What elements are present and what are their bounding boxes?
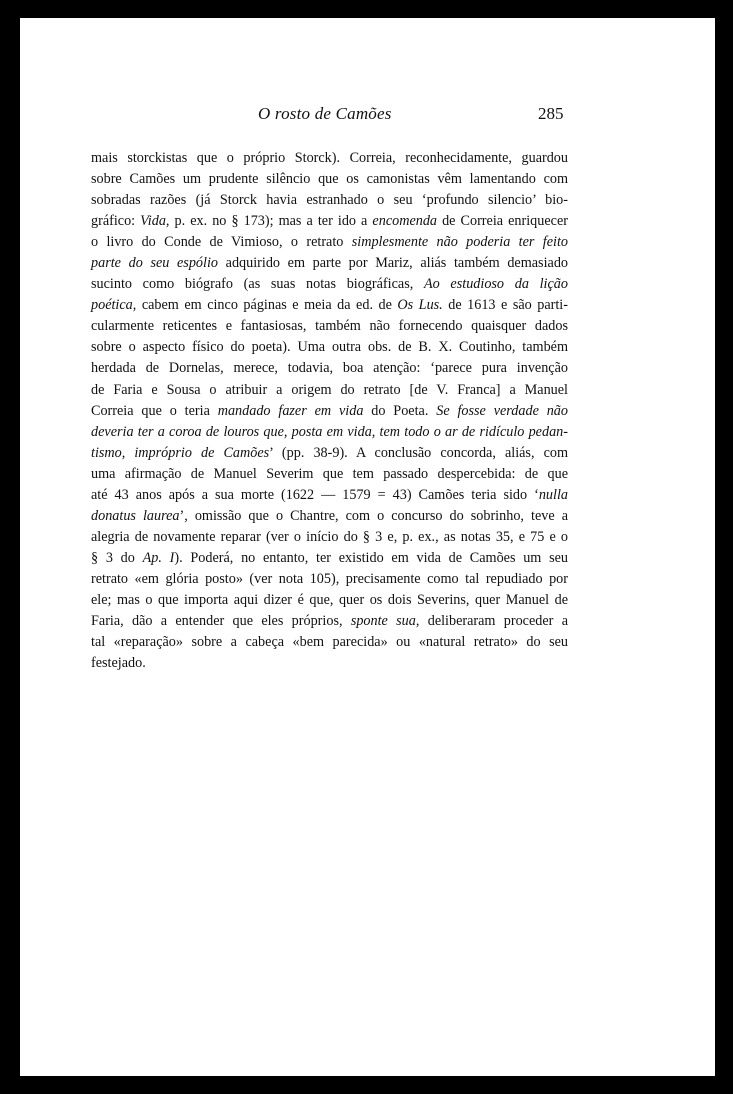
text-line [91,358,568,379]
text-run: herdada de Dornelas, merece, todavia, boa atenção: ‘parece pura invenção [91,360,568,377]
text-run: do Poeta. [363,402,437,419]
running-title: O rosto de Camões [258,104,392,123]
text-run: festejado. [91,655,146,672]
text-line [91,295,568,316]
text-line [91,253,568,274]
text-line [91,169,568,190]
text-line [91,632,568,653]
text-line [91,274,568,295]
text-run: sobre Camões um prudente silêncio que os camonistas vêm lamentando com [91,171,568,188]
text-run: de Correia enriquecer [437,213,568,230]
text-line [91,190,568,211]
text-run: alegria de novamente reparar (ver o início do § 3 e, p. ex., as notas 35, e 75 e o [91,528,568,545]
running-header [20,104,715,126]
text-run: até 43 anos após a sua morte (1622 — 1579 = 43) Camões teria sido ‘ [91,486,539,503]
text-line [91,211,568,232]
text-line [91,316,568,337]
text-line [91,380,568,401]
text-line [91,443,568,464]
italic-run: donatus laurea [91,507,180,524]
italic-run: sponte sua [350,613,416,630]
italic-run: nulla [538,486,568,503]
italic-run: Ao estudioso da lição [423,276,568,293]
text-line [91,422,568,443]
text-run: sucinto como biógrafo (as suas notas biográficas, [91,276,424,293]
italic-run: Ap. I [142,549,175,566]
text-run: , p. ex. no § 173); mas a ter ido a [165,213,373,230]
text-line [91,611,568,632]
italic-run: mandado fazer em vida [217,402,364,419]
text-run: ’, omissão que o Chantre, com o concurso do sobrinho, teve a [179,507,568,524]
text-run: ’ (pp. 38-9). A conclusão concorda, aliás, com [269,444,568,461]
italic-run: encomenda [372,213,438,230]
text-run: § 3 do [91,549,143,566]
text-run: retrato «em glória posto» (ver nota 105), precisamente como tal repudiado por [91,570,568,587]
text-line [91,653,568,674]
text-run: , deliberaram proceder a [415,613,568,630]
text-run: cularmente reticentes e fantasiosas, também não fornecendo quaisquer dados [91,318,568,335]
text-line [91,232,568,253]
page-number: 285 [538,104,564,123]
italic-run: parte do seu espólio [91,255,218,272]
text-line [91,148,568,169]
text-line [91,464,568,485]
italic-run: tismo, impróprio de Camões [91,444,270,461]
text-line [91,506,568,527]
text-run: de Faria e Sousa o atribuir a origem do retrato [de V. Franca] a Manuel [91,381,568,398]
text-line [91,527,568,548]
text-line [91,548,568,569]
text-run: de 1613 e são parti- [442,297,568,314]
italic-run: deveria ter a coroa de louros que, posta em vida, tem todo o ar de ridículo pedan- [91,423,568,440]
book-page [20,18,715,1076]
text-line [91,485,568,506]
text-run: sobradas razões (já Storck havia estranhado o seu ‘profundo silencio’ bio- [91,192,568,209]
text-run: ). Poderá, no entanto, ter existido em vida de Camões um seu [174,549,568,566]
italic-run: simplesmente não poderia ter feito [351,234,568,251]
text-run: uma afirmação de Manuel Severim que tem passado despercebida: de que [91,465,568,482]
text-line [91,569,568,590]
text-line [91,401,568,422]
text-run: , cabem em cinco páginas e meia da ed. de [132,297,398,314]
text-run: ele; mas o que importa aqui dizer é que, quer os dois Severins, quer Manuel de [91,591,568,608]
italic-run: Se fosse verdade não [436,402,568,419]
text-run: tal «reparação» sobre a cabeça «bem parecida» ou «natural retrato» do seu [91,634,568,651]
italic-run: Vida [140,213,166,230]
text-run: Correia que o teria [91,402,218,419]
italic-run: poética [91,297,133,314]
body-paragraph [91,148,568,674]
text-run: sobre o aspecto físico do poeta). Uma outra obs. de B. X. Coutinho, também [91,339,568,356]
text-line [91,590,568,611]
text-run: mais storckistas que o próprio Storck). Correia, reconhecidamente, guardou [91,150,568,166]
text-run: gráfico: [91,213,141,230]
italic-run: Os Lus. [397,297,443,314]
text-run: o livro do Conde de Vimioso, o retrato [91,234,352,251]
text-run: adquirido em parte por Mariz, aliás também demasiado [218,255,569,272]
text-line [91,337,568,358]
text-run: Faria, dão a entender que eles próprios, [91,613,351,630]
